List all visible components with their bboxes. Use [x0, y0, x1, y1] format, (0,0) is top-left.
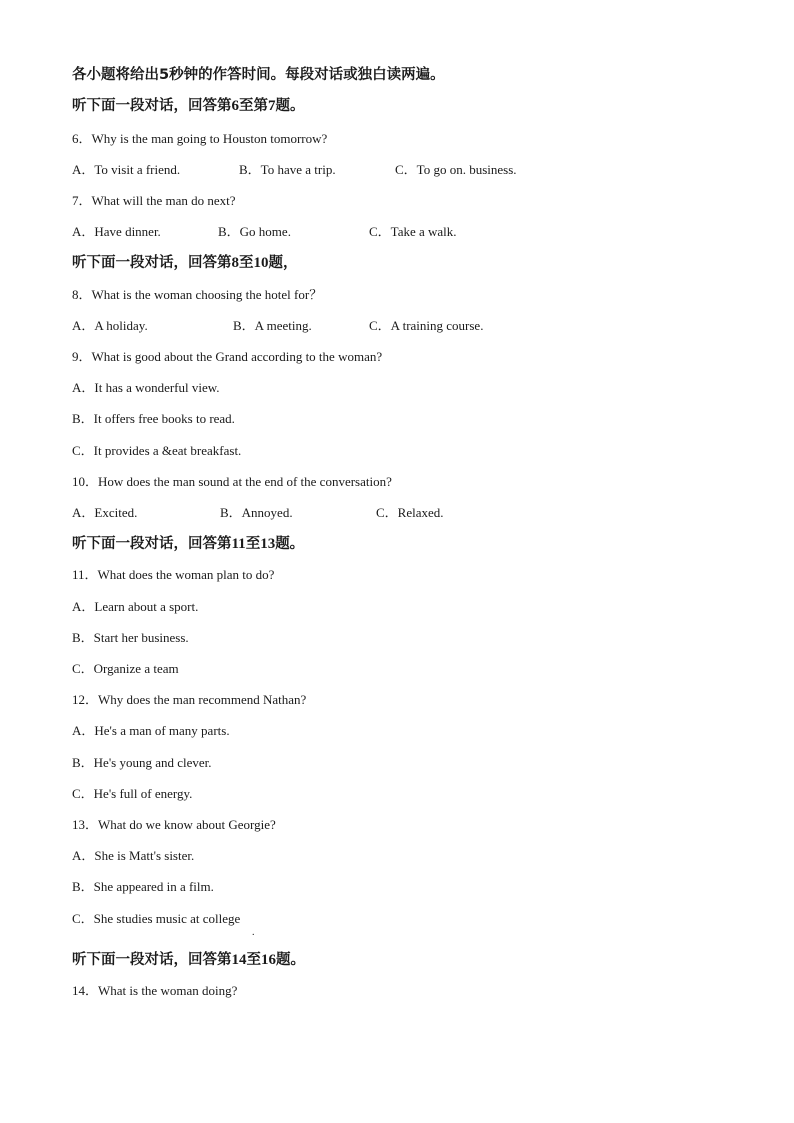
- section-heading-text: 题。: [275, 98, 305, 114]
- question-6-options: [72, 162, 762, 178]
- section-start-number: 11: [231, 536, 246, 552]
- section-heading-text: 听下面一段对话，回答第: [72, 952, 232, 968]
- section-end-number: 13: [260, 536, 276, 552]
- option-a[interactable]: A．Learn about a sport.: [72, 599, 199, 614]
- option-b[interactable]: B．It offers free books to read.: [72, 411, 235, 426]
- section-heading-text: 至: [246, 952, 261, 968]
- question-14-stem: 14．What is the woman doing?: [72, 983, 238, 998]
- section-end-number: 7: [268, 98, 276, 114]
- section-start-number: 14: [231, 952, 247, 968]
- option-b[interactable]: B．Start her business.: [72, 630, 189, 645]
- question-11-stem: 11．What does the woman plan to do?: [72, 567, 275, 582]
- section-heading-6-7: [72, 98, 305, 114]
- question-6-stem: 6．Why is the man going to Houston tomorrow?: [72, 131, 328, 146]
- instruction-text: 各小题将给出5秒钟的作答时间。每段对话或独白读两遍。: [72, 67, 445, 83]
- option-a[interactable]: A．He's a man of many parts.: [72, 723, 230, 738]
- question-9-stem: 9．What is good about the Grand according to the woman?: [72, 349, 383, 364]
- section-heading-text: 听下面一段对话，回答第: [72, 255, 232, 271]
- section-heading-text: 题，: [268, 255, 298, 271]
- section-heading-text: 题。: [275, 536, 305, 552]
- option-a[interactable]: A．Have dinner.: [72, 224, 161, 239]
- option-c[interactable]: C．He's full of energy.: [72, 786, 193, 801]
- question-10-stem: 10．How does the man sound at the end of the conversation?: [72, 474, 392, 489]
- option-c[interactable]: C．A training course.: [369, 318, 484, 333]
- section-heading-text: 至: [245, 536, 261, 552]
- section-heading-8-10: [72, 255, 298, 271]
- section-heading-14-16: [72, 952, 305, 968]
- section-heading-text: 至: [239, 255, 254, 271]
- option-c[interactable]: C．She studies music at college: [72, 911, 241, 926]
- option-c[interactable]: C．Organize a team: [72, 661, 179, 676]
- section-end-number: 16: [261, 952, 276, 968]
- question-10-options: [72, 505, 762, 521]
- option-b[interactable]: B．Go home.: [218, 224, 291, 239]
- section-end-number: 10: [253, 255, 269, 271]
- section-heading-11-13: [72, 536, 304, 552]
- section-start-number: 8: [231, 255, 239, 271]
- option-a[interactable]: A．Excited.: [72, 505, 138, 520]
- option-c[interactable]: C．To go on. business.: [395, 162, 517, 177]
- section-heading-text: 至第: [239, 98, 268, 114]
- question-7-options: [72, 224, 762, 240]
- instruction-line: [72, 67, 445, 83]
- option-b[interactable]: B．He's young and clever.: [72, 755, 212, 770]
- question-8-options: [72, 318, 762, 334]
- option-b[interactable]: B．To have a trip.: [239, 162, 336, 177]
- option-a[interactable]: A．It has a wonderful view.: [72, 380, 220, 395]
- option-c[interactable]: C．Take a walk.: [369, 224, 457, 239]
- question-8-stem: 8．What is the woman choosing the hotel for？: [72, 287, 323, 302]
- option-b[interactable]: B．A meeting.: [233, 318, 312, 333]
- section-heading-text: 听下面一段对话，回答第: [72, 536, 232, 552]
- section-heading-text: 听下面一段对话，回答第: [72, 98, 232, 114]
- question-12-stem: 12．Why does the man recommend Nathan?: [72, 692, 307, 707]
- stray-period-mark: .: [252, 927, 255, 938]
- option-a[interactable]: A．A holiday.: [72, 318, 148, 333]
- option-b[interactable]: B．She appeared in a film.: [72, 879, 214, 894]
- option-c[interactable]: C．Relaxed.: [376, 505, 444, 520]
- question-13-stem: 13．What do we know about Georgie?: [72, 817, 276, 832]
- option-c[interactable]: C．It provides a &eat breakfast.: [72, 443, 242, 458]
- option-a[interactable]: A．She is Matt's sister.: [72, 848, 195, 863]
- option-b[interactable]: B．Annoyed.: [220, 505, 293, 520]
- section-heading-text: 题。: [276, 952, 305, 968]
- option-a[interactable]: A．To visit a friend.: [72, 162, 181, 177]
- question-7-stem: 7．What will the man do next?: [72, 193, 236, 208]
- section-start-number: 6: [231, 98, 239, 114]
